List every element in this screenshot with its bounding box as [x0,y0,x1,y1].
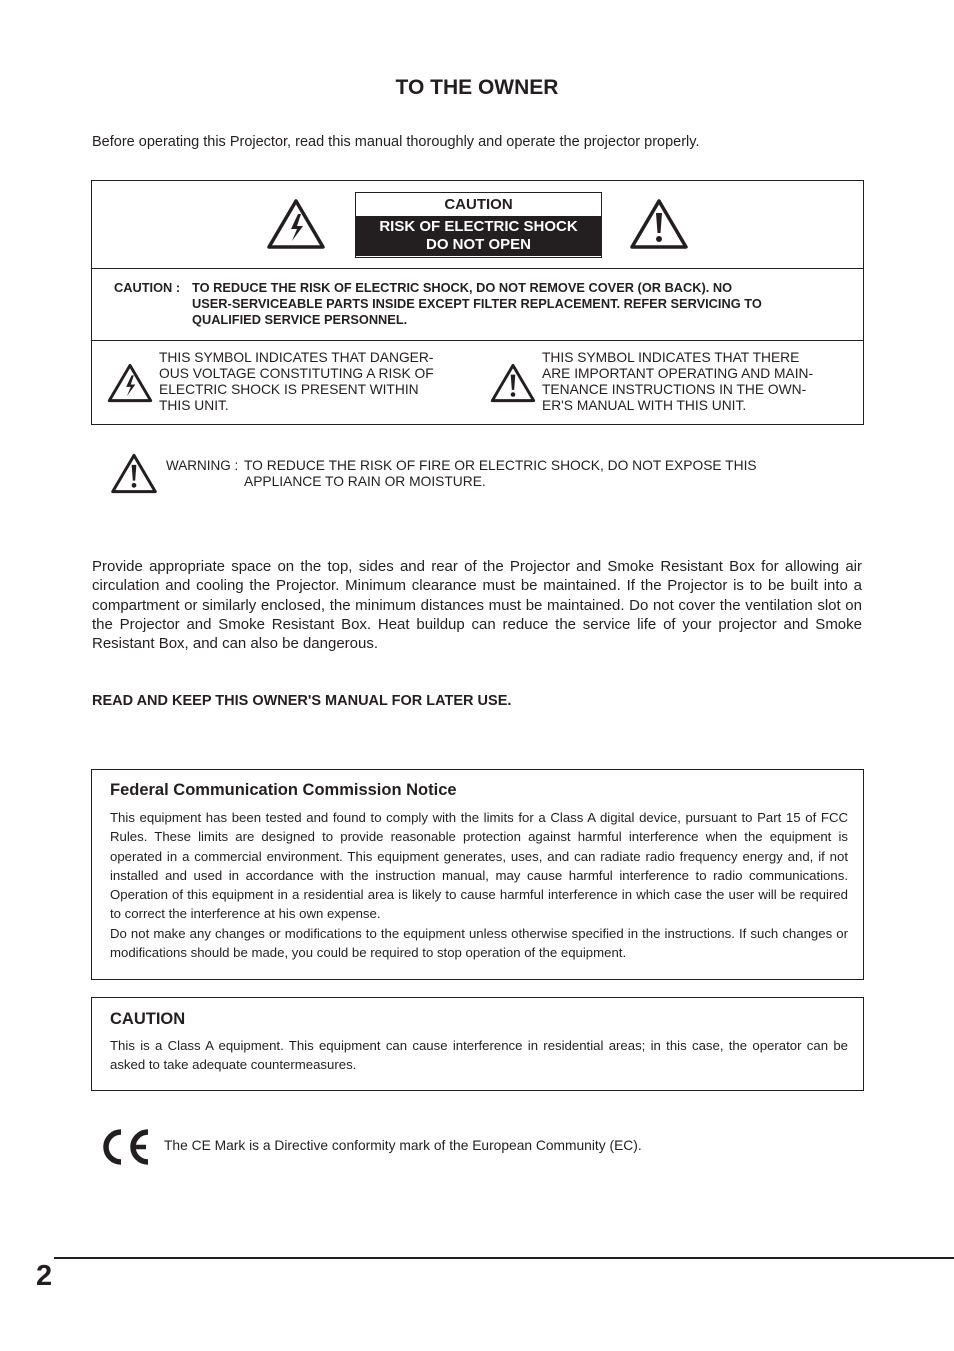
caution-statement-line2: USER-SERVICEABLE PARTS INSIDE EXCEPT FILTER REPLACEMENT. REFER SERVICING TO [192,296,762,311]
safety-divider-1 [91,268,864,269]
symbol-text-line: THIS SYMBOL INDICATES THAT THERE [542,350,800,365]
symbol-text-line: THIS SYMBOL INDICATES THAT DANGER- [159,350,434,365]
symbol-text-line: TENANCE INSTRUCTIONS IN THE OWN- [542,382,807,397]
warning-line2: APPLIANCE TO RAIN OR MOISTURE. [244,474,486,489]
caution-statement-line1: TO REDUCE THE RISK OF ELECTRIC SHOCK, DO NOT REMOVE COVER (OR BACK). NO [192,280,733,295]
caution-label-title: CAUTION [444,196,513,213]
ce-mark-logo [99,1127,153,1167]
read-keep-notice: READ AND KEEP THIS OWNER'S MANUAL FOR LATER USE. [92,693,512,709]
exclamation-warning-icon [490,363,536,403]
caution-label-warning [356,216,601,256]
caution-text: This is a Class A equipment. This equipment can cause interference in residential areas; in this case, the operator can be asked to take adequate countermeasures. [110,1038,848,1073]
caution-heading: CAUTION [110,1010,186,1028]
voltage-symbol-description [159,350,460,414]
warning-line1: TO REDUCE THE RISK OF FIRE OR ELECTRIC SHOCK, DO NOT EXPOSE THIS [244,458,757,473]
warning-label: WARNING : [166,458,239,473]
ventilation-paragraph: Provide appropriate space on the top, sides and rear of the Projector and Smoke Resistant Box for allowing air circulation and cooling the Projector. Minimum clearance must be maintained. If the Projector is to be built into a compartment or similarly enclosed, the minimum distances must be maintained. Do not cover the ventilation slot on the Projector and Smoke Resistant Box. Heat buildup can reduce the service life of your projector and Smoke Resistant Box, and can also be dangerous. [92,558,862,653]
symbol-text-line: ER'S MANUAL WITH THIS UNIT. [542,398,747,413]
exclamation-warning-icon [629,198,689,250]
fcc-paragraph-2: Do not make any changes or modifications to the equipment unless otherwise specified in the instructions. If such changes or modifications should be made, you could be required to stop operation of the equipment. [110,926,848,961]
page-title: TO THE OWNER [395,76,559,99]
caution-label [355,192,602,258]
symbol-text-line: ELECTRIC SHOCK IS PRESENT WITHIN [159,382,419,397]
safety-divider-2 [91,340,864,341]
page-number: 2 [36,1260,53,1292]
instructions-symbol-description [542,350,843,414]
ce-mark-text: The CE Mark is a Directive conformity mark of the European Community (EC). [164,1138,642,1153]
footer-rule [54,1257,954,1259]
warning-text [244,458,848,490]
caution-label-line1: RISK OF ELECTRIC SHOCK [379,218,578,235]
fcc-heading: Federal Communication Commission Notice [110,781,457,799]
symbol-text-line: THIS UNIT. [159,398,229,413]
exclamation-warning-icon [110,453,158,494]
intro-text: Before operating this Projector, read this manual thoroughly and operate the projector properly. [92,134,700,150]
caution-label-line2: DO NOT OPEN [425,236,531,253]
caution-statement-line3: QUALIFIED SERVICE PERSONNEL. [192,312,408,327]
lightning-warning-icon [107,363,153,403]
fcc-paragraph-1: This equipment has been tested and found to comply with the limits for a Class A digital device, pursuant to Part 15 of FCC Rules. These limits are designed to provide reasonable protection against harmful interference when the equipment is operated in a commercial environment. This equipment generates, uses, and can radiate radio frequency energy and, if not installed and used in accordance with the instruction manual, may cause harmful interference to radio communications. Operation of this equipment in a residential area is likely to cause harmful interference in which case the user will be required to correct the interference at his own expense. [110,810,848,922]
symbol-text-line: OUS VOLTAGE CONSTITUTING A RISK OF [159,366,434,381]
lightning-warning-icon [266,198,326,250]
symbol-text-line: ARE IMPORTANT OPERATING AND MAIN- [542,366,814,381]
caution-statement-label: CAUTION : [114,280,181,295]
